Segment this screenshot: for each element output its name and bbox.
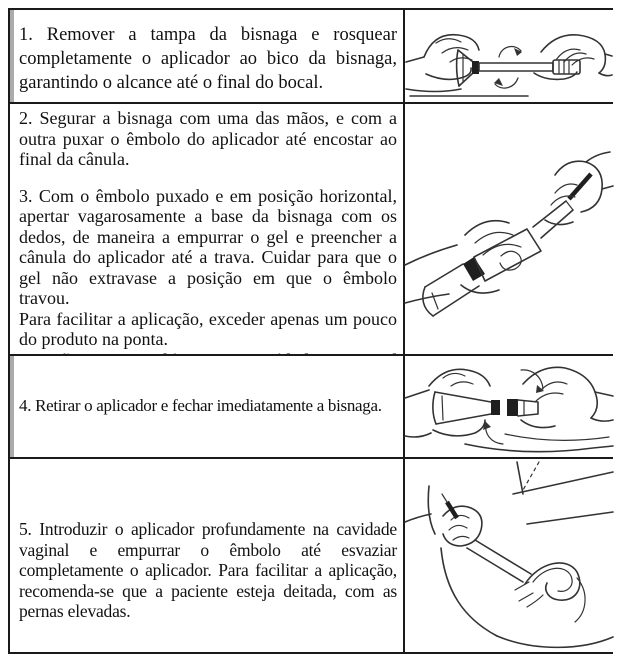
- instruction-table: [8, 8, 613, 654]
- unscrew-applicator-illustration: [405, 356, 613, 457]
- step-4-text-cell: [10, 354, 403, 457]
- step-5-text: 5. Introduzir o aplicador profundamente na cavidade vaginal e empurrar o êmbolo até esvaziar completamente o aplicador. Para facilitar a aplicação, recomenda-se que a paciente esteja deitada, com as pernas elevadas.: [19, 519, 397, 621]
- step-1-text: 1. Remover a tampa da bisnaga e rosquear completamente o aplicador ao bico da bisnaga, garantindo o alcance até o final do bocal.: [19, 25, 397, 93]
- pull-plunger-illustration: [405, 115, 613, 343]
- step-1-text-cell: [10, 10, 403, 102]
- step-5-illustration-cell: [403, 457, 613, 652]
- step-4-illustration-cell: [403, 354, 613, 457]
- step-4-text: 4. Retirar o aplicador e fechar imediatamente a bisnaga.: [19, 396, 382, 416]
- step-2-text: 2. Segurar a bisnaga com uma das mãos, e com a outra puxar o êmbolo do aplicador até encostar ao final da cânula.: [19, 108, 397, 169]
- paragraph-spacer: [19, 170, 397, 186]
- step-5-text-cell: [10, 457, 403, 652]
- step-3-text: 3. Com o êmbolo puxado e em posição horizontal, apertar vagarosamente a base da bisnaga com os dedos, de maneira a empurrar o gel e preencher a cânula do aplicador até a trava. Cuidar para que o gel não extravase a posição em que o êmbolo travou.: [19, 185, 397, 308]
- screw-applicator-illustration: [406, 10, 612, 102]
- steps-2-3-text-cell: [10, 102, 403, 354]
- steps-2-3-illustration-cell: [403, 102, 613, 354]
- step-1-illustration-cell: [403, 10, 613, 102]
- step-3-note: Para facilitar a aplicação, exceder apenas um pouco do produto na ponta.: [19, 308, 397, 349]
- vaginal-application-illustration: [405, 460, 613, 652]
